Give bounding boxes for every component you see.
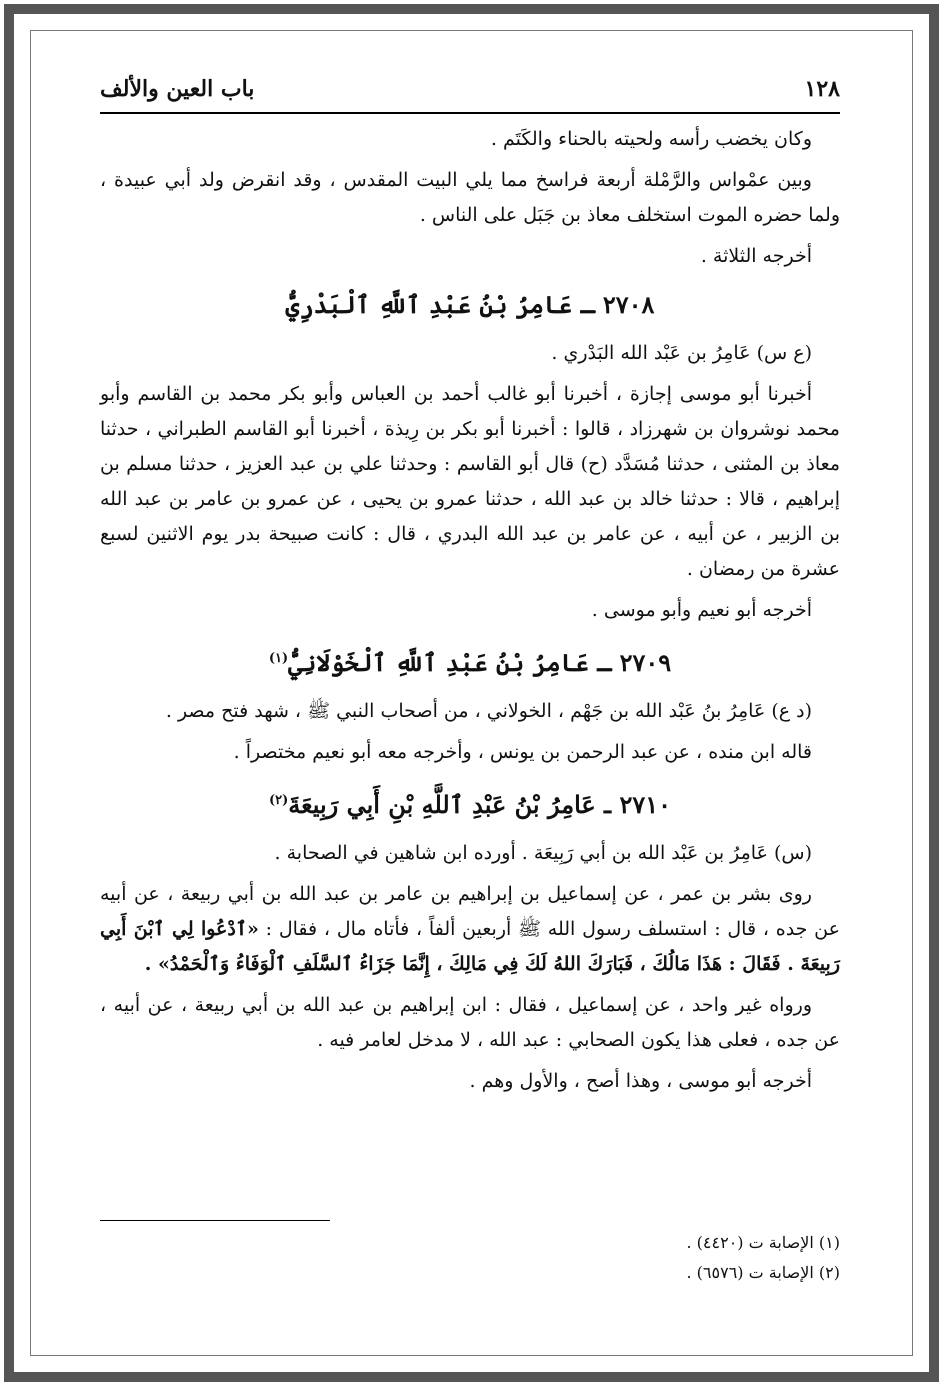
paragraph: ورواه غير واحد ، عن إسماعيل ، فقال : ابن إبراهيم بن عبد الله بن أبي ربيعة ، عن أبيه ، عن جده ، فعلى هذا يكون الصحابي : عبد الله ، لا مدخل لعامر فيه . xyxy=(100,994,840,1051)
entry-title: ٢٧٠٨ ـ عَامِرُ بْنُ عَبْدِ ٱللَّهِ ٱلْبَدْرِيُّ xyxy=(285,290,655,319)
paragraph xyxy=(100,877,840,982)
footnote: (١) الإصابة ت (٤٤٢٠) . xyxy=(686,1233,840,1252)
paragraph: أخبرنا أبو موسى إجازة ، أخبرنا أبو غالب أحمد بن العباس وأبو بكر محمد بن القاسم وأبو محمد نوشروان بن شهرزاد ، قالوا : أخبرنا أبو بكر بن رِيذة ، أخبرنا أبو القاسم الطبراني ، حدثنا معاذ بن المثنى ، حدثنا مُسَدَّد (ح) قال أبو القاسم : وحدثنا علي بن عبد العزيز ، حدثنا مسلم بن إبراهيم ، قالا : حدثنا خالد بن عبد الله ، حدثنا عمرو بن يحيى ، عن عمرو بن عامر بن عبد الله بن الزبير ، عن أبيه ، عن عامر بن عبد الله البدري ، قال : كانت صبيحة بدر يوم الاثنين لسبع عشرة من رمضان . xyxy=(100,383,840,580)
book-page xyxy=(100,60,840,1330)
paragraph: (ع س) عَامِرُ بن عَبْد الله البَدْري . xyxy=(551,342,812,364)
paragraph: أخرجه أبو موسى ، وهذا أصح ، والأول وهم . xyxy=(469,1070,812,1092)
hadith-quote: «ٱدْعُوا لِي ٱبْنَ أَبِي رَبِيعَةَ . فَقَالَ : هَذَا مَالُكَ ، فَبَارَكَ اللهُ لَكَ فِي مَالِكَ ، إِنَّمَا جَزَاءُ ٱلسَّلَفِ ٱلْوَفَاءُ وَٱلْحَمْدُ» . xyxy=(100,918,840,975)
entry-title: ٢٧٠٩ ـ عَامِرُ بْنُ عَبْدِ ٱللَّهِ ٱلْخَوْلَانِيُّ xyxy=(288,648,672,677)
paragraph: أخرجه أبو نعيم وأبو موسى . xyxy=(591,599,812,621)
footnotes xyxy=(100,1228,840,1288)
running-header xyxy=(100,72,840,114)
paragraph: أخرجه الثلاثة . xyxy=(700,245,812,267)
paragraph-text: روى بشر بن عمر ، عن إسماعيل بن إبراهيم بن عامر بن عبد الله بن أبي ربيعة ، عن أبيه عن جده ، قال : استسلف رسول الله ﷺ أربعين ألفاً ، فأتاه مال ، فقال : xyxy=(100,883,840,940)
entry-title: ٢٧١٠ ـ عَامِرُ بْنُ عَبْدِ ٱللَّهِ بْنِ أَبِي رَبِيعَةَ xyxy=(288,790,672,819)
main-text xyxy=(100,122,840,1105)
paragraph: قاله ابن منده ، عن عبد الرحمن بن يونس ، وأخرجه معه أبو نعيم مختصراً . xyxy=(233,741,812,763)
footnote-ref: (١) xyxy=(268,651,289,666)
entry-heading-2710 xyxy=(100,782,840,824)
paragraph: (د ع) عَامِرُ بنُ عَبْد الله بن جَهْم ، الخولاني ، من أصحاب النبي ﷺ ، شهد فتح مصر . xyxy=(165,700,812,722)
chapter-title: باب العين والألف xyxy=(100,76,255,102)
entry-heading-2709 xyxy=(100,640,840,682)
paragraph: وكان يخضب رأسه ولحيته بالحناء والكَتَم . xyxy=(490,128,812,150)
paragraph: وبين عمْواس والرَّمْلة أربعة فراسخ مما يلي البيت المقدس ، وقد انقرض ولد أبي عبيدة ، ولما حضره الموت استخلف معاذ بن جَبَل على الناس . xyxy=(100,169,840,226)
footnote-ref: (٢) xyxy=(268,793,289,808)
footnote: (٢) الإصابة ت (٦٥٧٦) . xyxy=(686,1263,840,1282)
paragraph: (س) عَامِرُ بن عَبْد الله بن أبي رَبِيعَة . أورده ابن شاهين في الصحابة . xyxy=(274,842,812,864)
entry-heading-2708 xyxy=(100,286,840,324)
page-number: ١٢٨ xyxy=(804,76,840,102)
footnote-divider xyxy=(100,1220,330,1221)
